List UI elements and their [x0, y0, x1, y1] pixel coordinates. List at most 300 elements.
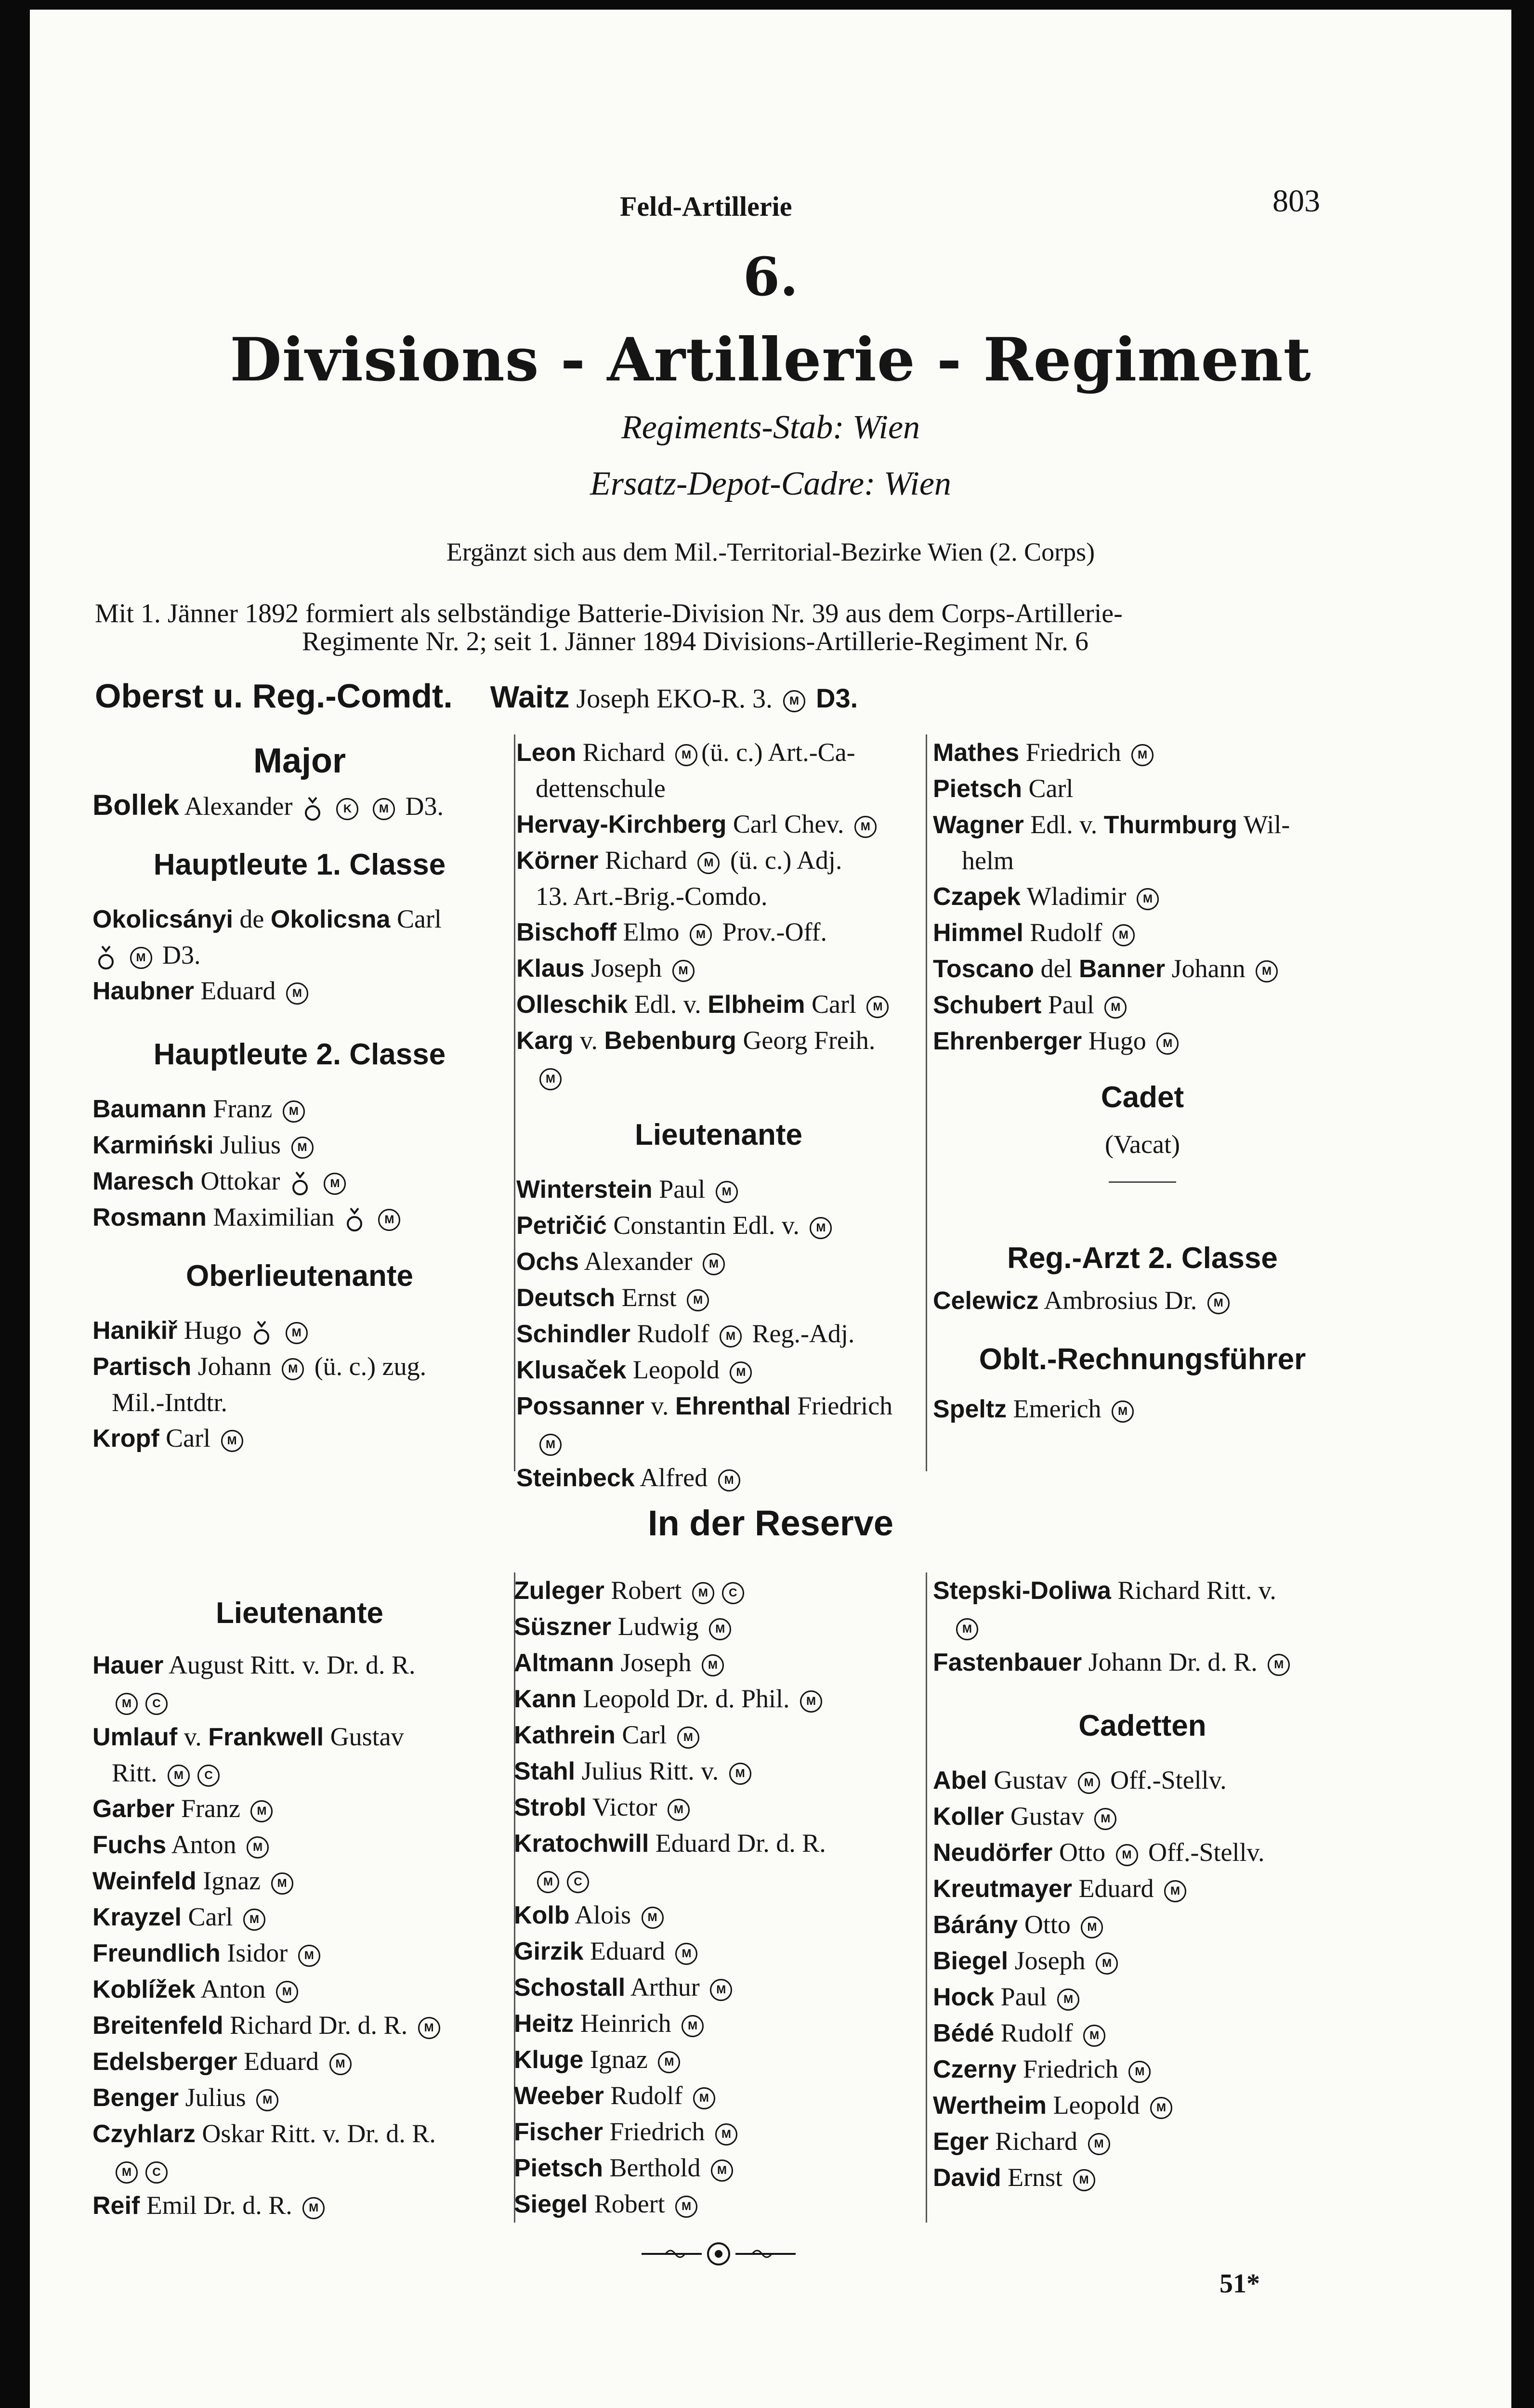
entry-text: Robert [594, 2189, 665, 2218]
entry-surname: Bischoff [516, 918, 616, 946]
badge-m: M [329, 2053, 352, 2075]
badge-m: M [298, 1945, 320, 1967]
entry-continuation [92, 937, 507, 973]
entry-text: Franz [213, 1094, 273, 1123]
entry-surname: Steinbeck [516, 1464, 635, 1492]
badge-m: M [130, 947, 152, 969]
entry-surname: Kolb [514, 1901, 570, 1929]
entry-text: Ernst [1008, 2163, 1063, 2192]
badge-m: M [854, 816, 877, 838]
reserve-column-1 [92, 1570, 507, 2224]
reserve-column-3 [933, 1572, 1352, 2196]
column-3 [933, 734, 1352, 1427]
entry [92, 1791, 507, 1827]
entry-surname: Kann [514, 1685, 577, 1713]
entry-text: Isidor [227, 1938, 288, 1967]
entry [92, 1935, 507, 1971]
column-divider [926, 1572, 927, 2223]
entry [933, 878, 1352, 915]
badge-m: M [1083, 2025, 1105, 2047]
badge-m: M [956, 1618, 978, 1640]
badge-m: M [715, 2123, 737, 2146]
entry [933, 1943, 1352, 1979]
entry-text: Ignaz [203, 1866, 261, 1895]
entry-surname: Fastenbauer [933, 1649, 1082, 1676]
badge-m: M [250, 1800, 273, 1822]
entry-text: Johann Dr. d. R. [1088, 1648, 1258, 1676]
badge-m: M [668, 1799, 690, 1821]
entry [933, 1871, 1352, 1907]
entry-text: Prov.-Off. [722, 917, 827, 946]
entry-text: D3. [162, 941, 201, 969]
entry [514, 2005, 921, 2042]
entry [514, 2042, 921, 2078]
entry [92, 1863, 507, 1899]
section-reg-arzt: Reg.-Arzt 2. Classe [1007, 1242, 1278, 1275]
entry-text: Hugo [184, 1316, 242, 1345]
entry-text: Julius [185, 2083, 246, 2112]
entry-text: Ernst [621, 1283, 677, 1312]
entry-text: Carl [811, 990, 856, 1019]
badge-m: M [1081, 1916, 1103, 1938]
badge-m: M [271, 1872, 293, 1895]
badge-m: M [692, 1582, 714, 1604]
entry-text: Eduard [200, 976, 276, 1005]
section-rechnungsfuehrer: Oblt.-Rechnungsführer [979, 1343, 1306, 1376]
badge-m: M [378, 1209, 400, 1231]
badge-m: M [711, 2159, 733, 2182]
section-cadetten: Cadetten [1078, 1709, 1206, 1742]
badge-m: M [687, 1289, 709, 1311]
badge-m: M [1096, 1952, 1118, 1975]
entry-text: Rudolf [637, 1319, 709, 1348]
entry-surname: Deutsch [516, 1284, 616, 1312]
badge-m: M [718, 1469, 740, 1492]
entry [516, 914, 921, 950]
section-reserve: In der Reserve [647, 1503, 894, 1543]
entry-text: Off.-Stellv. [1148, 1838, 1265, 1867]
entry [516, 1280, 921, 1316]
entry-surname: Wertheim [933, 2092, 1047, 2120]
entry-text: v. [579, 1026, 598, 1055]
entry [514, 1933, 921, 1969]
entry-continuation: helm [962, 846, 1014, 875]
medal-icon [290, 1170, 310, 1197]
entry-surname: Pietsch [933, 775, 1022, 803]
entry-text: Friedrich [797, 1391, 893, 1420]
entry [514, 1681, 921, 1717]
history-line-1: Mit 1. Jänner 1892 formiert als selbständige Batterie-Division Nr. 39 aus dem Corps-Artillerie- [95, 599, 1123, 628]
entry-surname: Winterstein [516, 1176, 653, 1204]
badge-m: M [697, 852, 720, 874]
entry [516, 806, 921, 842]
page-title: Divisions - Artillerie - Regiment [230, 325, 1311, 395]
entry-surname: Possanner [516, 1392, 644, 1420]
entry [516, 1460, 921, 1496]
entry [516, 950, 921, 986]
badge-m: M [282, 1358, 304, 1380]
badge-m: M [672, 960, 695, 982]
entry [514, 1969, 921, 2005]
entry-text: Friedrich [1023, 2055, 1118, 2083]
entry-text: Ludwig [617, 1612, 699, 1641]
entry-text: Alois [575, 1900, 631, 1929]
entry [933, 2123, 1352, 2159]
entry-text: Victor [592, 1793, 657, 1821]
entry-surname: Schostall [514, 1974, 626, 2002]
entry-text: Johann [1171, 954, 1246, 983]
history-paragraph [95, 600, 1468, 655]
entry-text: del [1040, 954, 1073, 983]
entry-text: Hugo [1088, 1026, 1146, 1055]
entry [516, 1022, 921, 1059]
entry-surname: Neudörfer [933, 1839, 1053, 1867]
entry [514, 1572, 921, 1609]
entry [92, 901, 507, 937]
entry-text: Leopold Dr. d. Phil. [583, 1684, 790, 1713]
badge-m: M [286, 1322, 308, 1344]
entry-continuation: dettenschule [536, 774, 666, 803]
entry-surname: Girzik [514, 1937, 584, 1965]
entry-surname: Mathes [933, 739, 1020, 767]
entry-surname: Ehrenberger [933, 1027, 1082, 1055]
entry-surname: Benger [92, 2084, 179, 2112]
history-line-2: Regimente Nr. 2; seit 1. Jänner 1894 Divisions-Artillerie-Regiment Nr. 6 [302, 627, 1089, 656]
entry [933, 734, 1352, 771]
entry-text: Richard Ritt. v. [1117, 1576, 1276, 1605]
section-cadet: Cadet [1101, 1081, 1184, 1114]
badge-m: M [1164, 1880, 1186, 1902]
entry-surname: Garber [92, 1795, 175, 1823]
entry-text: Ignaz [590, 2045, 648, 2074]
reserve-column-2 [514, 1572, 921, 2222]
entry [933, 771, 1352, 807]
entry-surname: Schubert [933, 991, 1042, 1019]
entry-surname: Biegel [933, 1947, 1009, 1975]
entry [514, 1825, 921, 1861]
badge-m: M [1128, 2061, 1151, 2083]
entry [514, 2186, 921, 2222]
entry [933, 1979, 1352, 2015]
entry [514, 1789, 921, 1825]
badge-m: M [800, 1690, 822, 1713]
entry-text: Friedrich [1025, 738, 1121, 767]
entry-surname: Siegel [514, 2190, 588, 2218]
entry-text: Leopold [1053, 2091, 1140, 2120]
entry-text: Emerich [1013, 1394, 1101, 1423]
badge-m: M [710, 1979, 732, 2001]
commander-suffix: D3. [816, 683, 858, 713]
badge-m: M [1268, 1654, 1290, 1676]
entry [933, 2051, 1352, 2087]
entry-surname: Heitz [514, 2010, 574, 2038]
entry-surname: Czapek [933, 883, 1021, 911]
section-major: Major [253, 742, 346, 780]
entry-surname: Krayzel [92, 1903, 182, 1931]
entry-text: Eduard [244, 2047, 319, 2076]
commander-label: Oberst u. Reg.-Comdt. [95, 677, 453, 715]
badge-m: M [677, 1727, 699, 1749]
entry-surname: Klaus [516, 955, 585, 982]
entry [933, 1644, 1352, 1680]
badge-m: M [730, 1361, 752, 1384]
entry-surname: Okolicsna [270, 905, 391, 933]
entry [933, 1023, 1352, 1059]
entry-text: Carl [396, 904, 442, 933]
entry-text: Alexander [184, 792, 293, 821]
entry-text: Alexander [584, 1247, 693, 1276]
badge-m: M [373, 798, 395, 820]
entry-text: Julius Ritt. v. [581, 1756, 719, 1785]
entry-text: Ritt. [112, 1758, 157, 1787]
entry-text: Carl [1028, 774, 1074, 803]
badge-c: C [567, 1871, 589, 1893]
subtitle-stab: Regiments-Stab: Wien [621, 409, 920, 446]
entry-surname: Celewicz [933, 1287, 1039, 1315]
badge-m: M [690, 924, 712, 946]
entry [514, 1645, 921, 1681]
badge-k: K [336, 798, 358, 820]
entry [92, 2080, 507, 2116]
entry-text: Eduard [590, 1937, 665, 1965]
badge-m: M [256, 2089, 278, 2111]
entry-text: Maximilian [213, 1203, 335, 1231]
entry [514, 1897, 921, 1933]
entry-surname: Olleschik [516, 991, 628, 1019]
entry-text: Gustav [330, 1722, 404, 1751]
ornament-divider [637, 2239, 800, 2268]
running-header: Feld-Artillerie [620, 191, 792, 222]
entry-surname: Hervay-Kirchberg [516, 811, 727, 838]
badge-m: M [716, 1181, 738, 1203]
entry-surname: Partisch [92, 1353, 192, 1381]
entry-surname: Kreutmayer [933, 1875, 1073, 1903]
badge-m: M [682, 2015, 704, 2037]
badge-m: M [1094, 1808, 1116, 1830]
entry-text: Anton [171, 1830, 236, 1859]
badge-m: M [1104, 996, 1127, 1019]
entry-text: Ambrosius Dr. [1044, 1286, 1197, 1315]
entry [92, 2116, 507, 2152]
entry-continuation [92, 2152, 507, 2187]
entry-continuation [516, 1424, 921, 1460]
entry-surname: Elbheim [708, 991, 805, 1019]
entry-continuation [933, 1609, 1352, 1644]
entry [92, 1647, 507, 1683]
badge-m: M [1150, 2097, 1172, 2119]
badge-m: M [675, 2196, 697, 2218]
entry [933, 987, 1352, 1023]
entry-text: Carl [166, 1424, 211, 1453]
column-divider [514, 734, 515, 1471]
entry-text: Carl Chev. [733, 810, 844, 838]
entry-surname: Weeber [514, 2082, 604, 2110]
entry-surname: Banner [1078, 955, 1166, 983]
entry [933, 1907, 1352, 1943]
entry-text: Arthur [630, 1973, 700, 2002]
column-2 [516, 734, 921, 1496]
entry [92, 1127, 507, 1163]
entry-text: Elmo [623, 917, 680, 946]
entry-text: Paul [1048, 990, 1094, 1019]
entry-text: (ü. c.) Art.-Ca- [701, 738, 855, 767]
entry-text: Rudolf [1000, 2018, 1073, 2047]
entry [92, 1163, 507, 1199]
entry-surname: Czerny [933, 2055, 1017, 2083]
entry-surname: Umlauf [92, 1723, 178, 1751]
entry-surname: Hauer [92, 1651, 164, 1679]
vacat-note: (Vacat) [1105, 1130, 1180, 1159]
entry-surname: Koblížek [92, 1976, 196, 2003]
entry [92, 1312, 507, 1348]
commander-name: Waitz [490, 680, 570, 714]
badge-m: M [247, 1836, 269, 1858]
entry-surname: Kluge [514, 2046, 584, 2074]
entry [516, 842, 921, 878]
entry-surname: Toscano [933, 955, 1034, 983]
entry-text: Eduard Dr. d. R. [655, 1829, 826, 1858]
badge-m: M [866, 996, 889, 1018]
entry-text: Otto [1024, 1910, 1071, 1939]
entry-text: (ü. c.) Adj. [730, 846, 842, 875]
badge-m: M [243, 1909, 265, 1931]
entry-surname: Petričić [516, 1212, 607, 1240]
entry-text: Wladimir [1026, 882, 1127, 911]
commander-details: Joseph EKO-R. 3. [576, 684, 773, 714]
badge-m: M [302, 2197, 325, 2219]
entry [933, 2015, 1352, 2051]
entry-surname: Strobl [514, 1793, 587, 1821]
entry-surname: Freundlich [92, 1939, 221, 1967]
entry [514, 2150, 921, 2186]
badge-m: M [675, 1943, 697, 1965]
badge-m: M [709, 1618, 731, 1640]
badge-m: M [539, 1434, 562, 1456]
badge-m: M [1131, 744, 1154, 766]
entry-text: Constantin Edl. v. [613, 1211, 800, 1240]
entry [92, 2187, 507, 2224]
entry-text: (ü. c.) zug. [314, 1352, 427, 1381]
badge-m: M [658, 2051, 680, 2073]
badge-m: M [116, 1693, 138, 1715]
entry [933, 915, 1352, 951]
entry-text: Franz [181, 1794, 240, 1823]
entry [516, 1352, 921, 1388]
badge-m: M [702, 1654, 724, 1676]
entry-continuation: Mil.-Intdtr. [112, 1388, 227, 1417]
entry [514, 2078, 921, 2114]
entry-surname: Pietsch [514, 2154, 603, 2182]
entry-surname: Eger [933, 2128, 989, 2156]
column-1 [92, 734, 507, 1456]
entry [933, 1391, 1352, 1427]
badge-m: M [116, 2161, 138, 2184]
badge-m: M [1073, 2169, 1095, 2191]
entry-surname: Haubner [92, 977, 194, 1005]
entry [514, 1717, 921, 1753]
badge-c: C [145, 2161, 168, 2184]
entry-surname: Himmel [933, 919, 1023, 947]
badge-m: M [283, 1100, 305, 1123]
entry-surname: Karg [516, 1027, 574, 1055]
entry-text: Oskar Ritt. v. Dr. d. R. [202, 2119, 436, 2148]
medal-icon [96, 944, 116, 971]
entry-surname: Stahl [514, 1757, 576, 1785]
badge-m: M [1116, 1844, 1138, 1866]
badge-m: M [221, 1430, 243, 1452]
entry-surname: Speltz [933, 1395, 1007, 1423]
badge-m: M [1207, 1292, 1230, 1314]
entry [516, 1171, 921, 1207]
entry-text: Carl [188, 1902, 233, 1931]
regiment-number: 6. [743, 246, 799, 308]
entry [92, 787, 507, 824]
badge-m: M [720, 1325, 742, 1348]
entry [516, 1243, 921, 1280]
entry-surname: Zuleger [514, 1577, 604, 1605]
entry-text: D3. [405, 792, 444, 821]
entry [933, 2087, 1352, 2123]
entry-surname: Bollek [92, 789, 180, 821]
entry-surname: Wagner [933, 811, 1024, 839]
entry-text: August Ritt. v. Dr. d. R. [168, 1650, 416, 1679]
entry-surname: Klusaček [516, 1356, 627, 1384]
entry-continuation [516, 1059, 921, 1094]
entry [514, 1753, 921, 1789]
entry [516, 1388, 921, 1424]
entry-surname: Hanikiř [92, 1317, 178, 1345]
entry-text: Friedrich [609, 2117, 705, 2146]
document-page [30, 10, 1511, 2408]
badge-m: M [1156, 1033, 1179, 1055]
entry-surname: Ochs [516, 1248, 579, 1276]
entry-text: Ottokar [200, 1166, 280, 1195]
badge-m: M [729, 1763, 751, 1785]
entry-text: Richard [995, 2127, 1078, 2156]
entry-text: Edl. v. [1030, 810, 1098, 839]
entry [92, 1091, 507, 1127]
entry-text: Georg Freih. [743, 1026, 876, 1055]
entry-surname: Leon [516, 739, 577, 767]
entry-text: Wil- [1243, 810, 1290, 839]
badge-c: C [197, 1765, 220, 1787]
entry-surname: Bárány [933, 1911, 1018, 1939]
entry [933, 807, 1352, 843]
entry-surname: Fischer [514, 2118, 603, 2146]
entry-text: Emil Dr. d. R. [146, 2191, 292, 2220]
badge-m: M [418, 2017, 440, 2039]
erganzt-line: Ergänzt sich aus dem Mil.-Territorial-Bezirke Wien (2. Corps) [446, 537, 1095, 566]
badge-m: M [1137, 888, 1159, 910]
entry [514, 2114, 921, 2150]
entry-surname: David [933, 2164, 1001, 2192]
section-lieutenante: Lieutenante [635, 1118, 802, 1152]
entry-continuation: 13. Art.-Brig.-Comdo. [536, 882, 768, 911]
entry-text: Berthold [609, 2153, 701, 2182]
badge-m: M [1088, 2133, 1110, 2155]
column-divider [926, 734, 927, 1471]
badge-m: M [1057, 1989, 1079, 2011]
entry-surname: Stepski-Doliwa [933, 1577, 1111, 1605]
badge-m: M [1113, 924, 1135, 946]
entry-surname: Ehrenthal [675, 1392, 791, 1420]
entry [933, 2159, 1352, 2196]
medal-icon [303, 796, 322, 823]
entry [92, 1827, 507, 1863]
badge-m: M [642, 1907, 664, 1929]
badge-m: M [291, 1137, 314, 1159]
badge-m: M [1078, 1772, 1100, 1794]
